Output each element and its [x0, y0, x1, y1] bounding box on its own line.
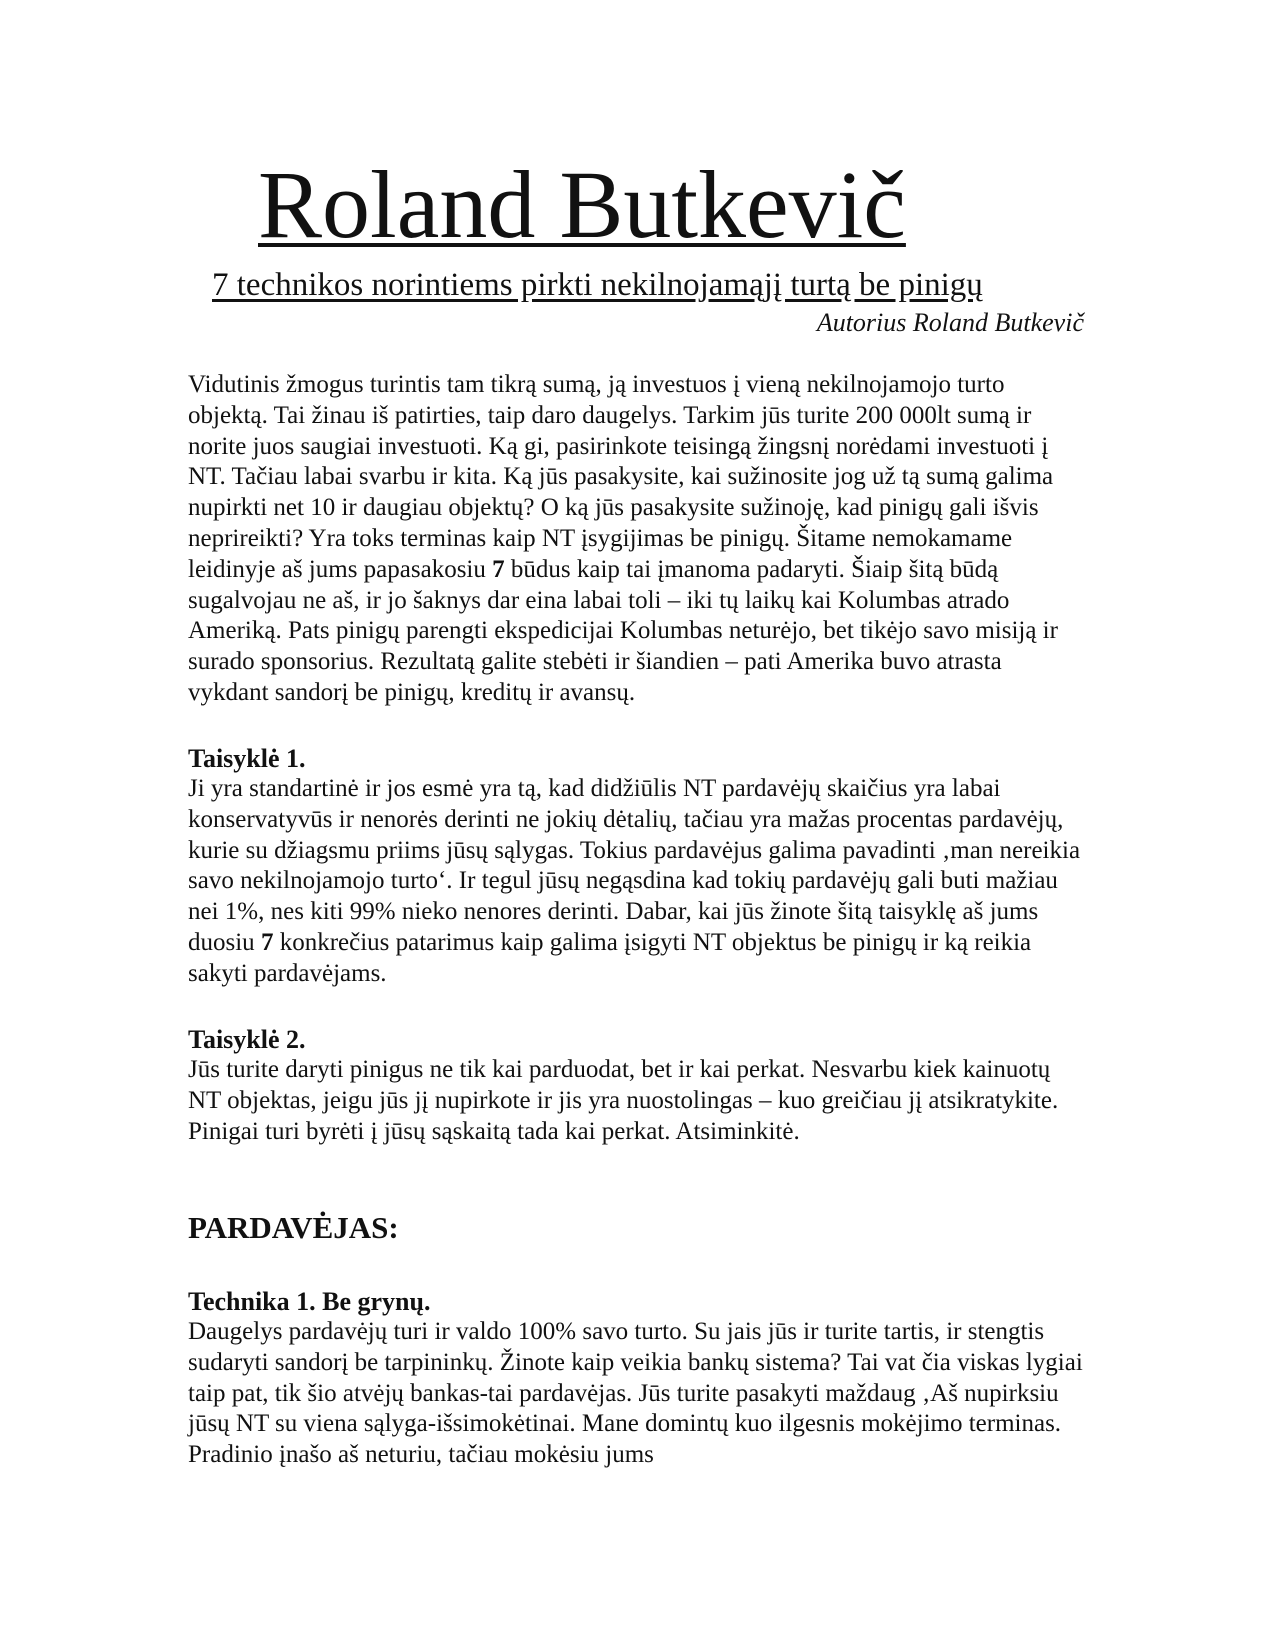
author-line: Autorius Roland Butkevič: [816, 308, 1084, 337]
intro-paragraph: [188, 370, 1088, 709]
rule1-paragraph: [188, 774, 1088, 990]
intro-bold-number: 7: [492, 555, 505, 583]
intro-text-part2: būdus kaip tai įmanoma padaryti. Šiaip šitą būdą sugalvojau ne aš, ir jo šaknys dar eina labai toli – iki tų laikų kai Kolumbas atrado Ameriką. Pats pinigų parengti ekspedicijai Kolumbas neturėjo, bet tikėjo savo misiją ir surado sponsorius. Rezultatą galite stebėti ir šiandien – pati Amerika buvo atrasta vykdant sandorį be pinigų, kreditų ir avansų.: [188, 555, 1058, 706]
rule1-bold-number: 7: [260, 928, 274, 956]
document-subtitle: 7 technikos norintiems pirkti nekilnojamąjį turtą be pinigų: [212, 267, 983, 303]
rule2-heading: Taisyklė 2.: [188, 1025, 306, 1054]
rule1-text-part1: Ji yra standartinė ir jos esmė yra tą, kad didžiūlis NT pardavėjų skaičius yra labai konservatyvūs ir nenorės derinti ne jokių dėtalių, tačiau yra mažas procentas pardavėjų, kurie su džiagsmu priims jūsų sąlygas. Tokius pardavėjus galima pavadinti ‚man nereikia savo nekilnojamojo turto‘. Ir tegul jūsų negąsdina kad tokių pardavėjų gali buti mažiau nei 1%, nes kiti 99% nieko nenores derinti. Dabar, kai jūs žinote šitą taisyklę aš jums duosiu: [188, 775, 1081, 956]
seller-heading: PARDAVĖJAS:: [188, 1210, 399, 1245]
intro-text-part1: Vidutinis žmogus turintis tam tikrą sumą, ją investuos į vieną nekilnojamojo turto objektą. Tai žinau iš patirties, taip daro daugelys. Tarkim jūs turite 200 000lt sumą ir norite juos saugiai investuoti. Ką gi, pasirinkote teisingą žingsnį norėdami investuoti į NT. Tačiau labai svarbu ir kita. Ką jūs pasakysite, kai sužinosite jog už tą sumą galima nupirkti net 10 ir daugiau objektų? O ką jūs pasakysite sužinoję, kad pinigų gali išvis neprireikti? Yra toks terminas kaip NT įsygijimas be pinigų. Šitame nemokamame leidinyje aš jums papasakosiu: [188, 371, 1054, 583]
rule1-heading: Taisyklė 1.: [188, 744, 306, 773]
technique1-paragraph: Daugelys pardavėjų turi ir valdo 100% savo turto. Su jais jūs ir turite tartis, ir stengtis sudaryti sandorį be tarpininkų. Žinote kaip veikia bankų sistema? Tai vat čia viskas lygiai taip pat, tik šio atvėjų bankas-tai pardavėjas. Jūs turite pasakyti maždaug ‚Aš nupirksiu jūsų NT su viena sąlyga-išsimokėtinai. Mane domintų kuo ilgesnis mokėjimo terminas. Pradinio įnašo aš neturiu, tačiau mokėsiu jums: [188, 1318, 1083, 1469]
rule1-text-part2: konkrečius patarimus kaip galima įsigyti NT objektus be pinigų ir ką reikia sakyti pardavėjams.: [188, 928, 1032, 987]
document-title: Roland Butkevič: [258, 151, 906, 258]
technique1-heading: Technika 1. Be grynų.: [188, 1287, 431, 1316]
rule2-paragraph: Jūs turite daryti pinigus ne tik kai parduodat, bet ir kai perkat. Nesvarbu kiek kainuotų NT objektas, jeigu jūs jį nupirkote ir jis yra nuostolingas – kuo greičiau jį atsikratykite. Pinigai turi byrėti į jūsų sąskaitą tada kai perkat. Atsiminkitė.: [188, 1056, 1059, 1145]
